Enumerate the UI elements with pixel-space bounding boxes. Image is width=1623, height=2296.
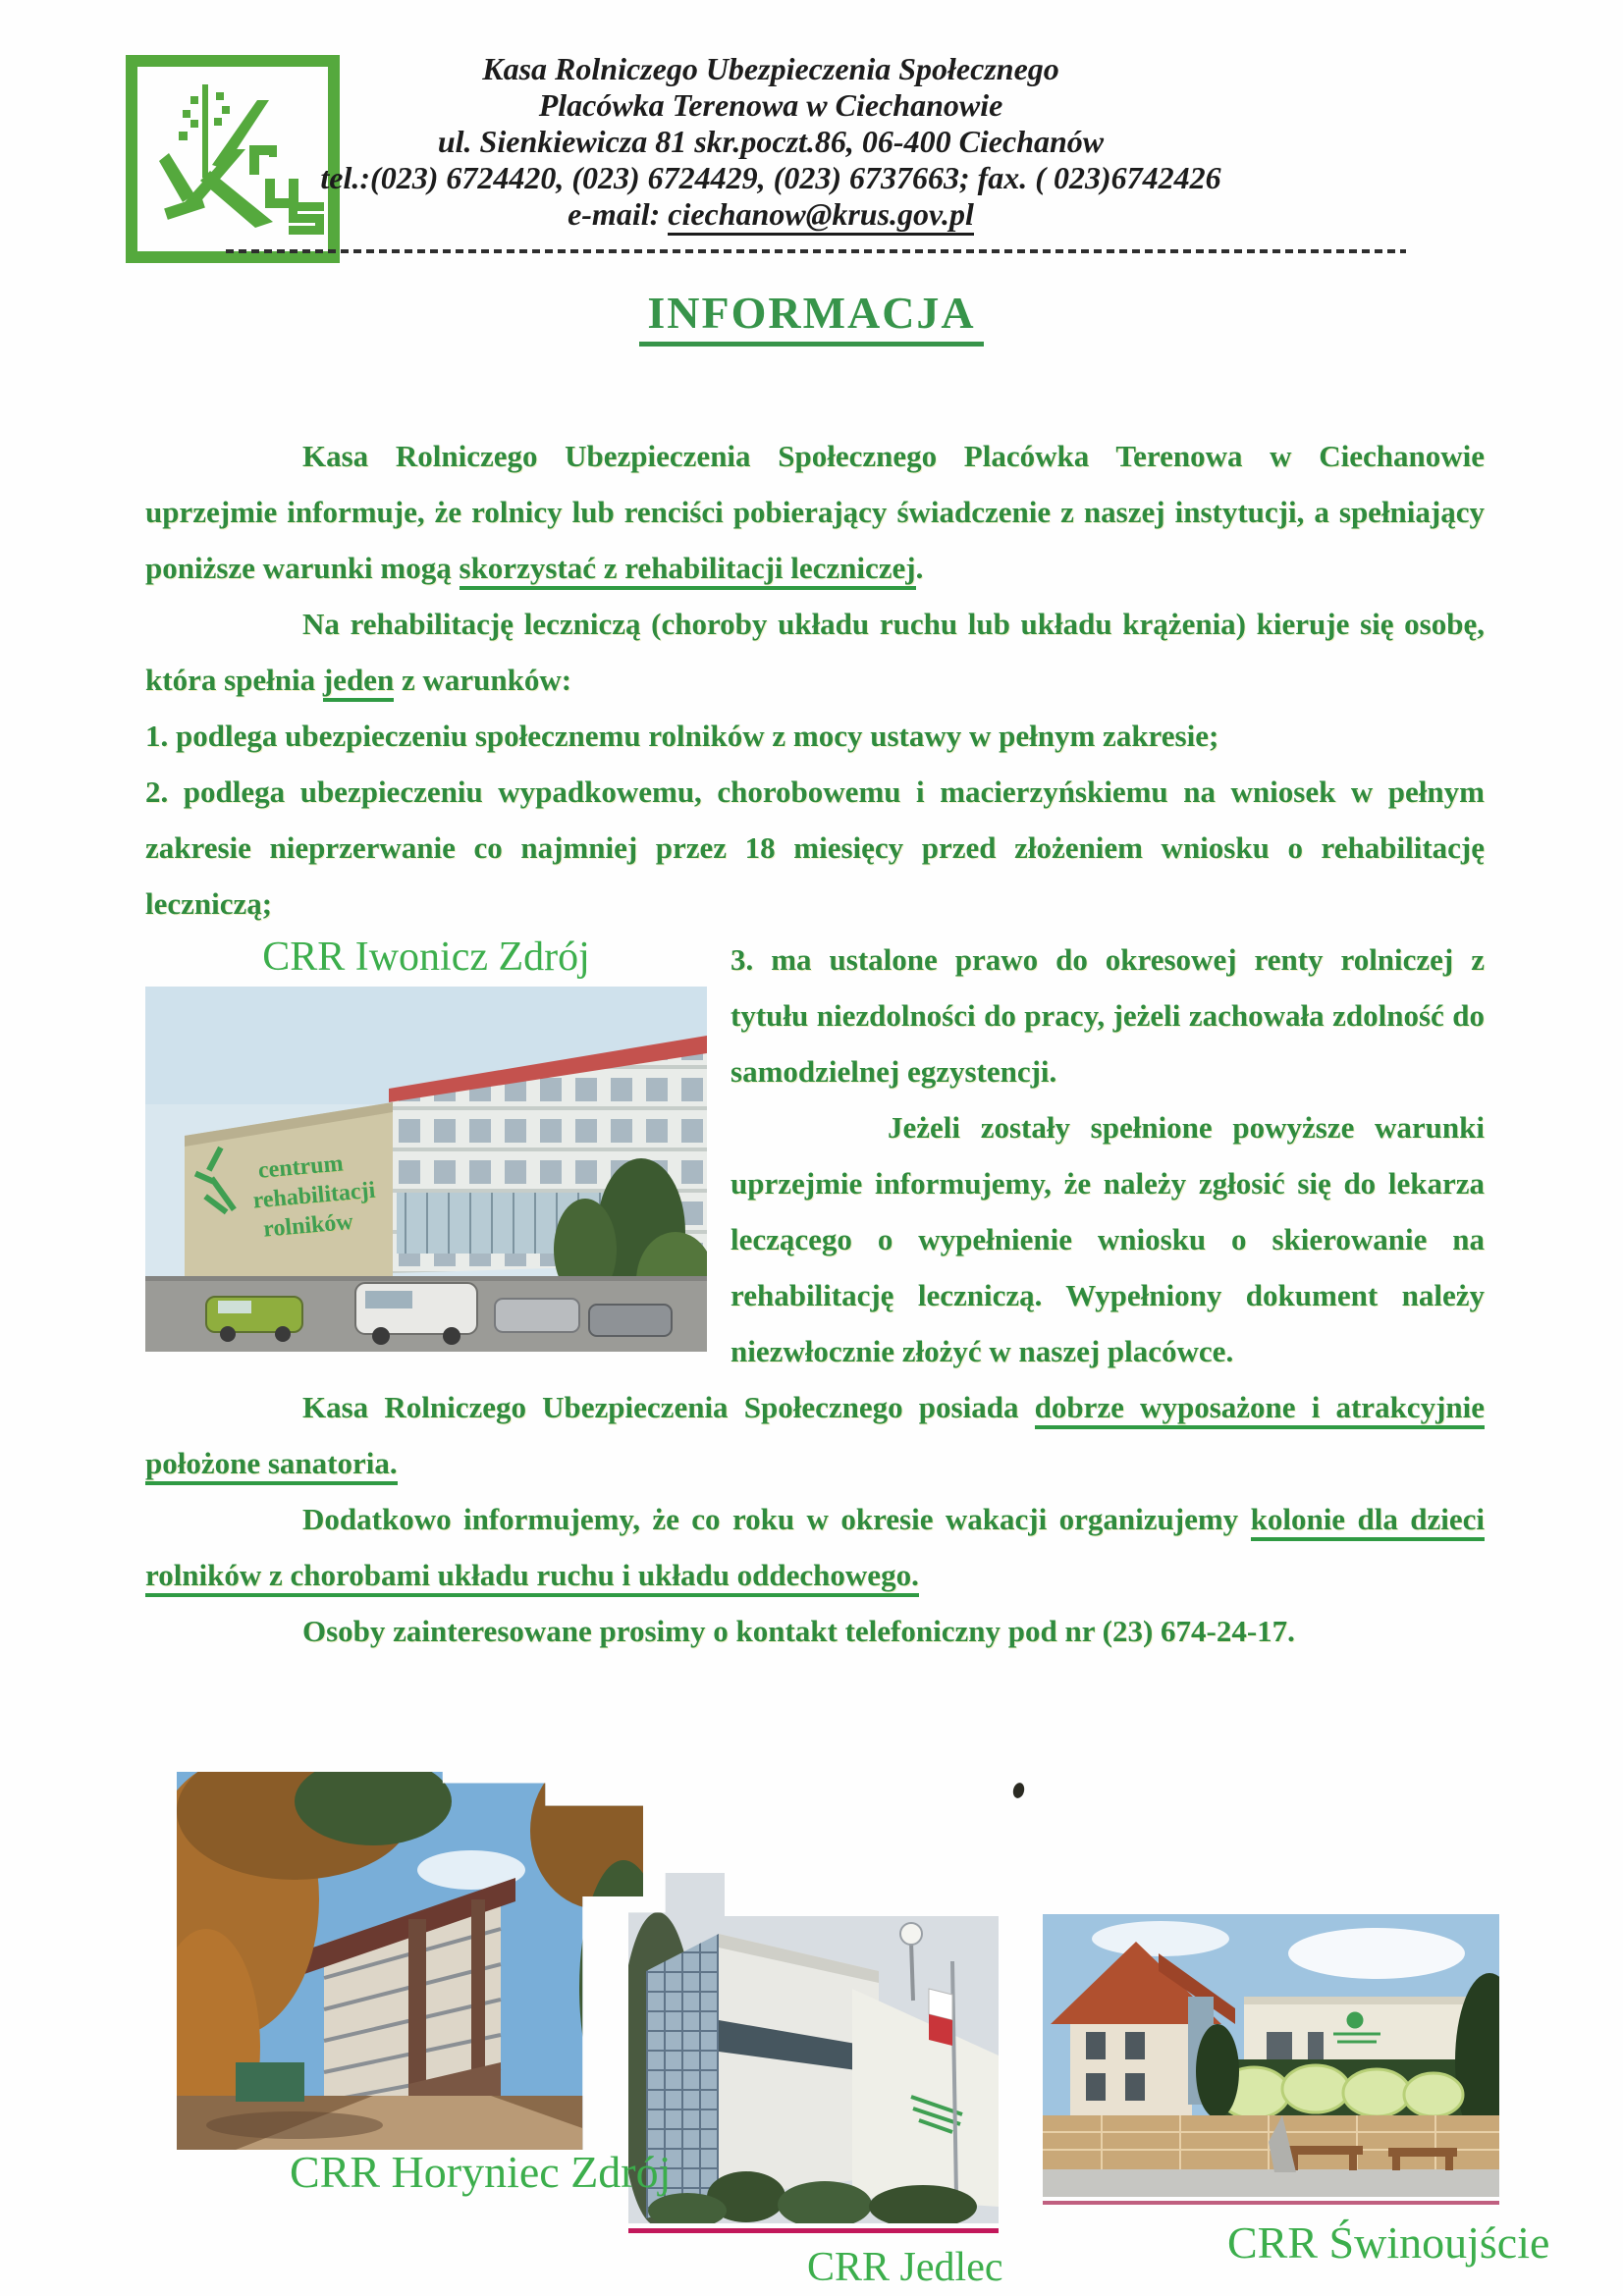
underlined-text: jeden bbox=[323, 663, 394, 702]
org-name-line2: Placówka Terenowa w Ciechanowie bbox=[538, 87, 1003, 123]
photo-iwonicz bbox=[145, 987, 707, 1352]
org-phones: tel.:(023) 6724420, (023) 6724429, (023) 6737663; fax. ( 023)6742426 bbox=[320, 160, 1221, 195]
paragraph bbox=[145, 708, 1485, 764]
text-segment: z warunków: bbox=[394, 663, 572, 697]
photo-iwonicz-block bbox=[145, 932, 707, 1352]
page-title: INFORMACJA bbox=[639, 287, 983, 347]
iwonicz-wall-text-3: rolników bbox=[262, 1208, 354, 1243]
paragraph bbox=[145, 1491, 1485, 1603]
photo-caption-iwonicz: CRR Iwonicz Zdrój bbox=[262, 934, 590, 980]
paragraph bbox=[145, 1379, 1485, 1491]
photo-horyniec bbox=[177, 1772, 643, 2150]
letterhead bbox=[236, 51, 1306, 233]
photo-jedlec bbox=[628, 1873, 999, 2233]
photo-caption-swinoujscie: CRR Świnoujście bbox=[1227, 2217, 1550, 2268]
paragraph bbox=[145, 764, 1485, 932]
text-segment: Jeżeli zostały spełnione powyższe warunki uprzejmie informujemy, że należy zgłosić się do lekarza leczącego o wypełnienie wniosku o skierowanie na rehabilitację leczniczą. Wypełniony dokument należy niezwłocznie złożyć w naszej placówce. bbox=[730, 1110, 1485, 1368]
paragraph bbox=[145, 428, 1485, 596]
text-segment: Osoby zainteresowane prosimy o kontakt telefoniczny pod nr (23) 674-24-17. bbox=[302, 1614, 1295, 1648]
email-label: e-mail: bbox=[568, 196, 669, 232]
photo-caption-jedlec: CRR Jedlec bbox=[807, 2245, 1003, 2290]
text-segment: Na rehabilitację leczniczą (choroby układu ruchu lub układu krążenia) kieruje się osobę, która spełnia bbox=[145, 607, 1485, 697]
dashed-separator bbox=[226, 249, 1406, 253]
photo-caption-horyniec: CRR Horyniec Zdrój bbox=[290, 2147, 672, 2197]
text-segment: Kasa Rolniczego Ubezpieczenia Społecznego Placówka Terenowa w Ciechanowie uprzejmie informuje, że rolnicy lub renciści pobierający świadczenie z naszej instytucji, a spełniający poniższe warunki mogą bbox=[145, 439, 1485, 585]
text-segment: 1. podlega ubezpieczeniu społecznemu rolników z mocy ustawy w pełnym zakresie; bbox=[145, 719, 1219, 753]
underlined-text: kolonie dla dzieci rolników z chorobami układu ruchu i układu oddechowego. bbox=[145, 1502, 1485, 1597]
iwonicz-wall-text-1: centrum bbox=[256, 1150, 345, 1184]
paragraph bbox=[145, 1603, 1485, 1659]
org-name-line1: Kasa Rolniczego Ubezpieczenia Społecznego bbox=[482, 51, 1059, 86]
text-segment: Kasa Rolniczego Ubezpieczenia Społecznego posiada bbox=[302, 1390, 1035, 1424]
text-segment: . bbox=[915, 551, 924, 585]
underlined-text: dobrze wyposażone i atrakcyjnie położone sanatoria. bbox=[145, 1390, 1485, 1485]
title-row bbox=[0, 287, 1623, 347]
body-text bbox=[145, 428, 1485, 1659]
text-segment: 2. podlega ubezpieczeniu wypadkowemu, chorobowemu i macierzyńskiemu na wniosek w pełnym zakresie nieprzerwanie co najmniej przez 18 miesięcy przed złożeniem wniosku o rehabilitację leczniczą; bbox=[145, 774, 1485, 921]
org-email-line bbox=[236, 196, 1306, 233]
text-segment: Dodatkowo informujemy, że co roku w okresie wakacji organizujemy bbox=[302, 1502, 1251, 1536]
photo-swinoujscie bbox=[1043, 1914, 1499, 2205]
underlined-text: skorzystać z rehabilitacji leczniczej bbox=[460, 551, 916, 590]
paragraph bbox=[145, 596, 1485, 708]
email-address: ciechanow@krus.gov.pl bbox=[668, 196, 974, 236]
scan-artifact-dot bbox=[1011, 1782, 1026, 1799]
iwonicz-wall-text-2: rehabilitacji bbox=[251, 1177, 377, 1214]
org-address: ul. Sienkiewicza 81 skr.poczt.86, 06-400 Ciechanów bbox=[437, 124, 1105, 159]
text-segment: 3. ma ustalone prawo do okresowej renty rolniczej z tytułu niezdolności do pracy, jeżeli zachowała zdolność do samodzielnej egzystencji. bbox=[730, 942, 1485, 1089]
